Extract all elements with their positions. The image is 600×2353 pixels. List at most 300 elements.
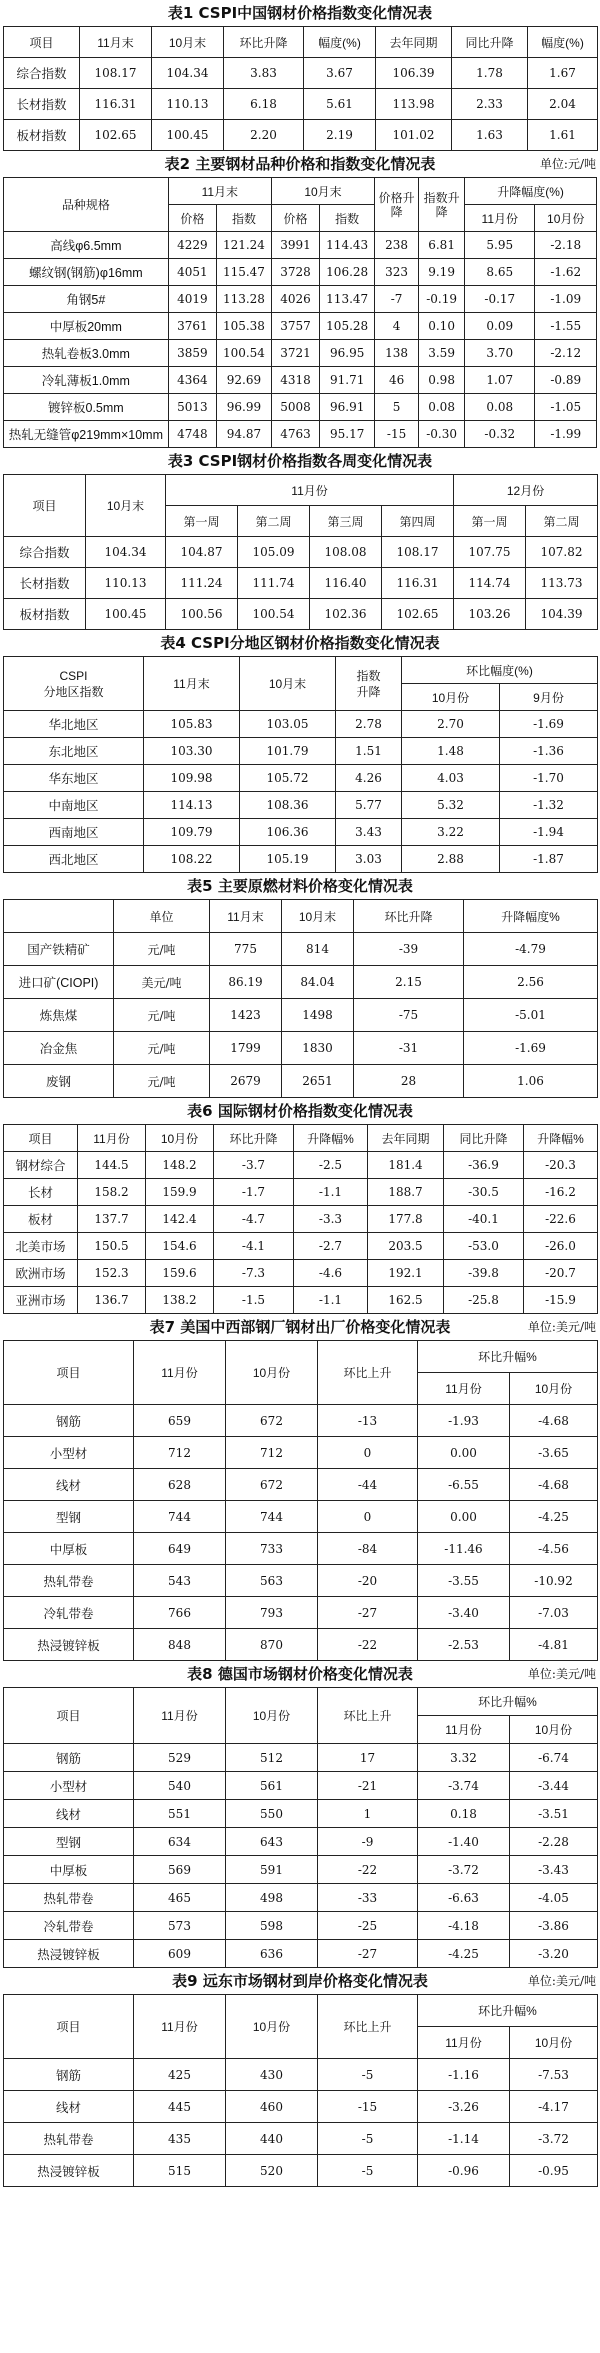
value-cell: -13 — [318, 1405, 418, 1437]
table6-header: 同比升降 — [444, 1125, 524, 1152]
value-cell: 540 — [134, 1772, 226, 1800]
value-cell: 108.22 — [144, 846, 240, 873]
value-cell: 323 — [375, 259, 419, 286]
value-cell: 103.30 — [144, 738, 240, 765]
table2-row — [4, 394, 597, 421]
value-cell: 5.77 — [336, 792, 402, 819]
value-cell: 848 — [134, 1629, 226, 1661]
value-cell: 105.83 — [144, 711, 240, 738]
table7-row — [4, 1469, 598, 1501]
value-cell: -3.7 — [214, 1152, 294, 1179]
row-label-cell: 综合指数 — [4, 537, 86, 568]
table5-header — [4, 900, 114, 933]
value-cell: 114.74 — [454, 568, 526, 599]
value-cell: 430 — [226, 2059, 318, 2091]
table8-header-row — [4, 1688, 598, 1716]
row-label-cell: 热浸镀锌板 — [4, 2155, 134, 2187]
row-label-cell: 冶金焦 — [4, 1032, 114, 1065]
table4-header-index-line1: 指数 — [356, 668, 381, 683]
value-cell: 659 — [134, 1405, 226, 1437]
value-cell: -1.69 — [500, 711, 598, 738]
value-cell: -4.6 — [294, 1260, 368, 1287]
value-cell: 591 — [226, 1856, 318, 1884]
table4-header-index — [336, 657, 402, 711]
value-cell: 520 — [226, 2155, 318, 2187]
table6-row — [4, 1287, 598, 1314]
table2-header-pct: 升降幅度(%) — [465, 178, 597, 205]
table8-header-nov: 11月份 — [134, 1688, 226, 1744]
value-cell: 712 — [226, 1437, 318, 1469]
value-cell: 744 — [134, 1501, 226, 1533]
value-cell: 1 — [318, 1800, 418, 1828]
table4-header-oct-month: 10月份 — [402, 684, 500, 711]
value-cell: 1.63 — [452, 120, 528, 151]
value-cell: -1.70 — [500, 765, 598, 792]
table8-unit: 单位:美元/吨 — [527, 1667, 596, 1681]
table7-header-oct-month: 10月份 — [510, 1373, 598, 1405]
value-cell: 148.2 — [146, 1152, 214, 1179]
value-cell: 4364 — [168, 367, 216, 394]
value-cell: 551 — [134, 1800, 226, 1828]
table7-unit: 单位:美元/吨 — [527, 1320, 596, 1334]
value-cell: 672 — [226, 1469, 318, 1501]
value-cell: -22.6 — [524, 1206, 598, 1233]
value-cell: 3721 — [271, 340, 319, 367]
table9-row — [4, 2123, 598, 2155]
table2-row — [4, 421, 597, 448]
table2-header-row — [4, 178, 597, 205]
value-cell: 573 — [134, 1912, 226, 1940]
value-cell: -1.62 — [535, 259, 597, 286]
value-cell: 766 — [134, 1597, 226, 1629]
table2-unit: 单位:元/吨 — [539, 157, 596, 171]
table3-header-oct-end: 10月末 — [86, 475, 166, 537]
table2-row — [4, 340, 597, 367]
value-cell: -1.40 — [418, 1828, 510, 1856]
value-cell: 46 — [375, 367, 419, 394]
value-cell: 152.3 — [78, 1260, 146, 1287]
value-cell: 元/吨 — [114, 1032, 210, 1065]
value-cell: -0.30 — [419, 421, 465, 448]
value-cell: -1.05 — [535, 394, 597, 421]
table2-row — [4, 286, 597, 313]
value-cell: 775 — [210, 933, 282, 966]
value-cell: 91.71 — [320, 367, 375, 394]
table7-header-oct: 10月份 — [226, 1341, 318, 1405]
value-cell: -6.55 — [418, 1469, 510, 1501]
table1-header: 项目 — [4, 27, 80, 58]
value-cell: 445 — [134, 2091, 226, 2123]
value-cell: 550 — [226, 1800, 318, 1828]
table8-header-pct: 环比升幅% — [418, 1688, 598, 1716]
value-cell: -3.65 — [510, 1437, 598, 1469]
row-label-cell: 华北地区 — [4, 711, 144, 738]
value-cell: 636 — [226, 1940, 318, 1968]
table7-row — [4, 1533, 598, 1565]
table2-header-index: 指数 — [320, 205, 375, 232]
table9-title: 表9 远东市场钢材到岸价格变化情况表 单位:美元/吨 — [0, 1968, 600, 1994]
value-cell: -1.87 — [500, 846, 598, 873]
value-cell: 121.24 — [217, 232, 272, 259]
value-cell: -11.46 — [418, 1533, 510, 1565]
table2 — [3, 177, 597, 448]
row-label-cell: 中厚板 — [4, 1533, 134, 1565]
value-cell: 95.17 — [320, 421, 375, 448]
value-cell: 569 — [134, 1856, 226, 1884]
value-cell: 188.7 — [368, 1179, 444, 1206]
value-cell: 0.18 — [418, 1800, 510, 1828]
value-cell: 498 — [226, 1884, 318, 1912]
row-label-cell: 炼焦煤 — [4, 999, 114, 1032]
value-cell: 96.99 — [217, 394, 272, 421]
table8-header-item: 项目 — [4, 1688, 134, 1744]
value-cell: 105.72 — [240, 765, 336, 792]
value-cell: 100.45 — [152, 120, 224, 151]
table3-header-row — [4, 475, 598, 506]
value-cell: -4.81 — [510, 1629, 598, 1661]
value-cell: -1.16 — [418, 2059, 510, 2091]
row-label-cell: 中厚板20mm — [4, 313, 169, 340]
value-cell: 103.26 — [454, 599, 526, 630]
row-label-cell: 板材指数 — [4, 120, 80, 151]
value-cell: 1.61 — [528, 120, 598, 151]
value-cell: -4.17 — [510, 2091, 598, 2123]
value-cell: 102.36 — [310, 599, 382, 630]
value-cell: 5.61 — [304, 89, 376, 120]
table1-header-row — [4, 27, 598, 58]
table3-header-week: 第一周 — [166, 506, 238, 537]
value-cell: 793 — [226, 1597, 318, 1629]
table8-row — [4, 1912, 598, 1940]
value-cell: 203.5 — [368, 1233, 444, 1260]
value-cell: 3728 — [271, 259, 319, 286]
row-label-cell: 角钢5# — [4, 286, 169, 313]
value-cell: -22 — [318, 1856, 418, 1884]
table5-row — [4, 933, 598, 966]
table7-row — [4, 1501, 598, 1533]
value-cell: -4.68 — [510, 1405, 598, 1437]
value-cell: 712 — [134, 1437, 226, 1469]
value-cell: -5 — [318, 2123, 418, 2155]
value-cell: 4 — [375, 313, 419, 340]
table1-header: 环比升降 — [224, 27, 304, 58]
value-cell: 94.87 — [217, 421, 272, 448]
row-label-cell: 线材 — [4, 1800, 134, 1828]
table7-row — [4, 1629, 598, 1661]
value-cell: -2.5 — [294, 1152, 368, 1179]
value-cell: 733 — [226, 1533, 318, 1565]
value-cell: 3.32 — [418, 1744, 510, 1772]
value-cell: 0 — [318, 1437, 418, 1469]
value-cell: 2.88 — [402, 846, 500, 873]
value-cell: -15.9 — [524, 1287, 598, 1314]
table8-row — [4, 1744, 598, 1772]
value-cell: 101.02 — [376, 120, 452, 151]
table3-header-week: 第二周 — [526, 506, 598, 537]
table7-title: 表7 美国中西部钢厂钢材出厂价格变化情况表 单位:美元/吨 — [0, 1314, 600, 1340]
table2-header-price-change: 价格升降 — [375, 178, 419, 232]
value-cell: -3.86 — [510, 1912, 598, 1940]
value-cell: 5013 — [168, 394, 216, 421]
value-cell: 159.9 — [146, 1179, 214, 1206]
value-cell: -9 — [318, 1828, 418, 1856]
value-cell: 4748 — [168, 421, 216, 448]
value-cell: 144.5 — [78, 1152, 146, 1179]
value-cell: 84.04 — [282, 966, 354, 999]
value-cell: 649 — [134, 1533, 226, 1565]
value-cell: -84 — [318, 1533, 418, 1565]
row-label-cell: 热轧带卷 — [4, 1565, 134, 1597]
row-label-cell: 进口矿(CIOPI) — [4, 966, 114, 999]
value-cell: 元/吨 — [114, 1065, 210, 1098]
table2-header-index-change: 指数升降 — [419, 178, 465, 232]
value-cell: 107.75 — [454, 537, 526, 568]
value-cell: 425 — [134, 2059, 226, 2091]
row-label-cell: 螺纹钢(钢筋)φ16mm — [4, 259, 169, 286]
table5-header: 环比升降 — [354, 900, 464, 933]
value-cell: 元/吨 — [114, 999, 210, 1032]
table3-row — [4, 537, 598, 568]
table6-header: 项目 — [4, 1125, 78, 1152]
value-cell: 529 — [134, 1744, 226, 1772]
value-cell: -20.7 — [524, 1260, 598, 1287]
value-cell: -0.32 — [465, 421, 535, 448]
value-cell: 2.56 — [464, 966, 598, 999]
value-cell: 4.03 — [402, 765, 500, 792]
table4-header-sep-month: 9月份 — [500, 684, 598, 711]
row-label-cell: 亚洲市场 — [4, 1287, 78, 1314]
value-cell: 5.95 — [465, 232, 535, 259]
value-cell: 0.00 — [418, 1501, 510, 1533]
row-label-cell: 板材 — [4, 1206, 78, 1233]
value-cell: 106.39 — [376, 58, 452, 89]
value-cell: -3.55 — [418, 1565, 510, 1597]
value-cell: 100.45 — [86, 599, 166, 630]
value-cell: 105.19 — [240, 846, 336, 873]
value-cell: -15 — [375, 421, 419, 448]
table2-header-price: 价格 — [168, 205, 216, 232]
value-cell: 5.32 — [402, 792, 500, 819]
table7 — [3, 1340, 598, 1661]
table4-row — [4, 738, 598, 765]
value-cell: -6.74 — [510, 1744, 598, 1772]
table3-header-week: 第二周 — [238, 506, 310, 537]
table1 — [3, 26, 598, 151]
table9-header-oct-month: 10月份 — [510, 2027, 598, 2059]
value-cell: 113.47 — [320, 286, 375, 313]
value-cell: 1.48 — [402, 738, 500, 765]
value-cell: 159.6 — [146, 1260, 214, 1287]
table4-header-region-line1: CSPI — [59, 668, 88, 683]
value-cell: -39 — [354, 933, 464, 966]
value-cell: 108.17 — [80, 58, 152, 89]
value-cell: -2.28 — [510, 1828, 598, 1856]
row-label-cell: 小型材 — [4, 1772, 134, 1800]
value-cell: -27 — [318, 1597, 418, 1629]
value-cell: -0.19 — [419, 286, 465, 313]
row-label-cell: 欧洲市场 — [4, 1260, 78, 1287]
table5-header: 11月末 — [210, 900, 282, 933]
value-cell: -22 — [318, 1629, 418, 1661]
value-cell: 108.36 — [240, 792, 336, 819]
table4-row — [4, 792, 598, 819]
value-cell: -21 — [318, 1772, 418, 1800]
table2-header-variety: 品种规格 — [4, 178, 169, 232]
value-cell: -6.63 — [418, 1884, 510, 1912]
table9-row — [4, 2155, 598, 2187]
table8-header-oct-month: 10月份 — [510, 1716, 598, 1744]
row-label-cell: 型钢 — [4, 1828, 134, 1856]
value-cell: 101.79 — [240, 738, 336, 765]
value-cell: -33 — [318, 1884, 418, 1912]
value-cell: 5008 — [271, 394, 319, 421]
value-cell: 113.73 — [526, 568, 598, 599]
value-cell: 17 — [318, 1744, 418, 1772]
table2-header-index: 指数 — [217, 205, 272, 232]
value-cell: 136.7 — [78, 1287, 146, 1314]
row-label-cell: 热轧无缝管φ219mm×10mm — [4, 421, 169, 448]
value-cell: 107.82 — [526, 537, 598, 568]
table4-header-row — [4, 657, 598, 684]
row-label-cell: 国产铁精矿 — [4, 933, 114, 966]
value-cell: 142.4 — [146, 1206, 214, 1233]
value-cell: 0.00 — [418, 1437, 510, 1469]
row-label-cell: 综合指数 — [4, 58, 80, 89]
table1-row — [4, 58, 598, 89]
value-cell: -3.3 — [294, 1206, 368, 1233]
value-cell: -3.72 — [510, 2123, 598, 2155]
table1-header: 同比升降 — [452, 27, 528, 58]
value-cell: 96.95 — [320, 340, 375, 367]
value-cell: 512 — [226, 1744, 318, 1772]
row-label-cell: 西南地区 — [4, 819, 144, 846]
value-cell: 1423 — [210, 999, 282, 1032]
table3-row — [4, 568, 598, 599]
value-cell: 3.59 — [419, 340, 465, 367]
value-cell: -3.26 — [418, 2091, 510, 2123]
value-cell: -4.1 — [214, 1233, 294, 1260]
table2-row — [4, 259, 597, 286]
table4-row — [4, 846, 598, 873]
table7-header-nov: 11月份 — [134, 1341, 226, 1405]
table6-row — [4, 1260, 598, 1287]
table9-header-nov: 11月份 — [134, 1995, 226, 2059]
value-cell: 3859 — [168, 340, 216, 367]
value-cell: 96.91 — [320, 394, 375, 421]
value-cell: 4229 — [168, 232, 216, 259]
table2-row — [4, 232, 597, 259]
value-cell: 2.33 — [452, 89, 528, 120]
table9 — [3, 1994, 598, 2187]
value-cell: 105.09 — [238, 537, 310, 568]
value-cell: 0.10 — [419, 313, 465, 340]
value-cell: 4026 — [271, 286, 319, 313]
value-cell: 100.56 — [166, 599, 238, 630]
value-cell: 515 — [134, 2155, 226, 2187]
row-label-cell: 热轧卷板3.0mm — [4, 340, 169, 367]
value-cell: -0.89 — [535, 367, 597, 394]
table3-header-week: 第三周 — [310, 506, 382, 537]
value-cell: 116.31 — [382, 568, 454, 599]
value-cell: 105.28 — [320, 313, 375, 340]
table8-header-nov-month: 11月份 — [418, 1716, 510, 1744]
table2-title: 表2 主要钢材品种价格和指数变化情况表 单位:元/吨 — [0, 151, 600, 177]
value-cell: -44 — [318, 1469, 418, 1501]
value-cell: -4.68 — [510, 1469, 598, 1501]
table5-header: 单位 — [114, 900, 210, 933]
row-label-cell: 冷轧带卷 — [4, 1912, 134, 1940]
value-cell: 108.08 — [310, 537, 382, 568]
value-cell: -2.12 — [535, 340, 597, 367]
value-cell: 0 — [318, 1501, 418, 1533]
row-label-cell: 华东地区 — [4, 765, 144, 792]
table2-header-nov: 11月末 — [168, 178, 271, 205]
table4-header-index-line2: 升降 — [356, 684, 381, 699]
value-cell: 150.5 — [78, 1233, 146, 1260]
table3 — [3, 474, 598, 630]
table8-row — [4, 1772, 598, 1800]
row-label-cell: 型钢 — [4, 1501, 134, 1533]
table6-header: 10月份 — [146, 1125, 214, 1152]
table6 — [3, 1124, 598, 1314]
table2-row — [4, 367, 597, 394]
value-cell: 102.65 — [80, 120, 152, 151]
value-cell: 4019 — [168, 286, 216, 313]
row-label-cell: 东北地区 — [4, 738, 144, 765]
value-cell: -30.5 — [444, 1179, 524, 1206]
value-cell: 154.6 — [146, 1233, 214, 1260]
row-label-cell: 镀锌板0.5mm — [4, 394, 169, 421]
value-cell: 1799 — [210, 1032, 282, 1065]
value-cell: 0.08 — [465, 394, 535, 421]
row-label-cell: 长材 — [4, 1179, 78, 1206]
table6-header: 环比升降 — [214, 1125, 294, 1152]
value-cell: -27 — [318, 1940, 418, 1968]
value-cell: -25.8 — [444, 1287, 524, 1314]
table5-header: 升降幅度% — [464, 900, 598, 933]
table4-header-mom: 环比幅度(%) — [402, 657, 598, 684]
value-cell: 4051 — [168, 259, 216, 286]
value-cell: 108.17 — [382, 537, 454, 568]
value-cell: 0.09 — [465, 313, 535, 340]
value-cell: 3.03 — [336, 846, 402, 873]
table6-header: 升降幅% — [294, 1125, 368, 1152]
table5-row — [4, 1065, 598, 1098]
row-label-cell: 长材指数 — [4, 89, 80, 120]
row-label-cell: 中南地区 — [4, 792, 144, 819]
value-cell: -16.2 — [524, 1179, 598, 1206]
value-cell: 1.67 — [528, 58, 598, 89]
value-cell: 104.87 — [166, 537, 238, 568]
value-cell: 111.24 — [166, 568, 238, 599]
value-cell: 1830 — [282, 1032, 354, 1065]
table1-header: 幅度(%) — [528, 27, 598, 58]
table2-header-oct: 10月末 — [271, 178, 374, 205]
table6-title: 表6 国际钢材价格指数变化情况表 — [187, 1102, 413, 1120]
table9-unit: 单位:美元/吨 — [527, 1974, 596, 1988]
table2-header-oct-month: 10月份 — [535, 205, 597, 232]
row-label-cell: 板材指数 — [4, 599, 86, 630]
value-cell: 628 — [134, 1469, 226, 1501]
table2-header-price: 价格 — [271, 205, 319, 232]
value-cell: -1.1 — [294, 1179, 368, 1206]
value-cell: 100.54 — [238, 599, 310, 630]
value-cell: -1.1 — [294, 1287, 368, 1314]
value-cell: -75 — [354, 999, 464, 1032]
value-cell: 2.20 — [224, 120, 304, 151]
value-cell: 609 — [134, 1940, 226, 1968]
value-cell: 137.7 — [78, 1206, 146, 1233]
